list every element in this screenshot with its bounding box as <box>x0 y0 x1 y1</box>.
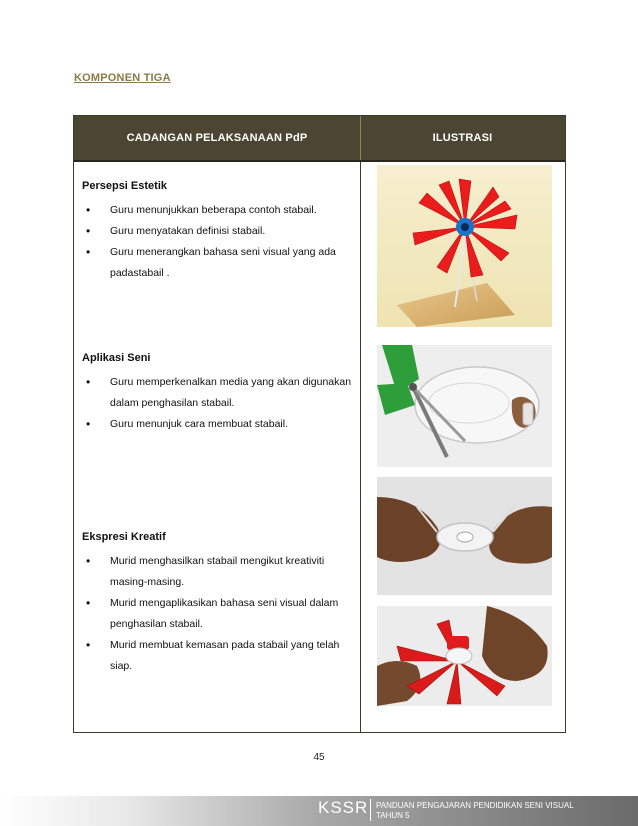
section-title-ekspresi: Ekspresi Kreatif <box>82 531 166 543</box>
list-ekspresi <box>84 551 356 677</box>
section-heading: KOMPONEN TIGA <box>74 72 171 84</box>
section-title-persepsi: Persepsi Estetik <box>82 180 167 192</box>
footer-brand: KSSR <box>318 798 369 817</box>
header-cadangan: CADANGAN PELAKSANAAN PdP <box>126 132 308 144</box>
footer-title-line2: TAHUN 5 <box>376 811 410 820</box>
list-item: • Murid membuat kemasan pada stabail yang telah siap. <box>84 635 356 677</box>
list-item: • Guru menunjukkan beberapa contoh stabail. <box>84 200 356 221</box>
header-ilustrasi: ILUSTRASI <box>432 132 493 144</box>
column-divider <box>360 162 361 732</box>
section-title-aplikasi: Aplikasi Seni <box>82 352 151 364</box>
list-aplikasi <box>84 372 356 435</box>
content-table <box>73 115 566 733</box>
list-item: • Guru menyatakan definisi stabail. <box>84 221 356 242</box>
footer-title-line1: PANDUAN PENGAJARAN PENDIDIKAN SENI VISUAL <box>376 801 574 810</box>
photo-stabail-flower <box>377 165 552 327</box>
photo-red-petals <box>377 606 552 706</box>
table-header <box>74 116 565 162</box>
list-persepsi <box>84 200 356 284</box>
list-item: • Guru menerangkan bahasa seni visual yang ada padastabail . <box>84 242 356 284</box>
photo-cutting-bottle <box>377 345 552 467</box>
list-item: • Murid menghasilkan stabail mengikut kreativiti masing-masing. <box>84 551 356 593</box>
list-item: • Murid mengaplikasikan bahasa seni visual dalam penghasilan stabail. <box>84 593 356 635</box>
photo-hands-bottle <box>377 477 552 595</box>
list-item: • Guru memperkenalkan media yang akan digunakan dalam penghasilan stabail. <box>84 372 356 414</box>
page-number: 45 <box>313 752 325 763</box>
footer-separator <box>370 799 371 821</box>
list-item: • Guru menunjuk cara membuat stabail. <box>84 414 356 435</box>
